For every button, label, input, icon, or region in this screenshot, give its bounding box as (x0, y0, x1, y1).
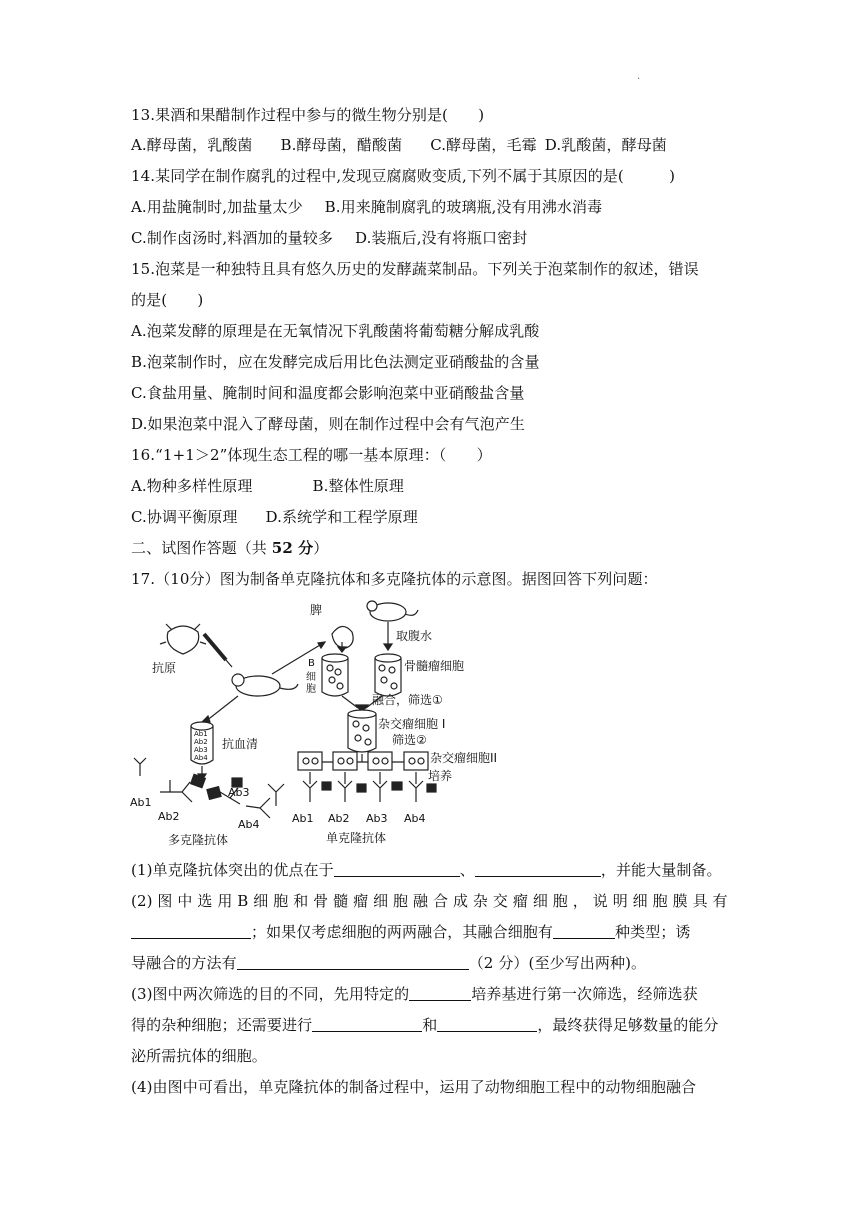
label-hybridoma1: 杂交瘤细胞 I (378, 717, 446, 731)
section-heading-suffix: ） (313, 539, 329, 557)
hybridoma-tube (348, 710, 376, 752)
page-mark: · (637, 74, 641, 85)
q14-option-c: C.制作卤汤时,料酒加的量较多 (131, 229, 333, 247)
q17-part3-text-c: 得的杂种细胞；还需要进行 (131, 1016, 313, 1034)
label-antiserum: 抗血清 (222, 737, 259, 751)
label-monoclonal: 单克隆抗体 (326, 831, 387, 845)
q17-part1-text-b: ，并能大量制备。 (600, 861, 722, 879)
q13-option-d: D.乳酸菌，酵母菌 (544, 136, 667, 154)
q14-stem: 14.某同学在制作腐乳的过程中,发现豆腐腐败变质,下列不属于其原因的是( ) (131, 167, 676, 185)
q17-part3-text-d: 和 (422, 1016, 438, 1034)
q13-option-b: B.酵母菌，醋酸菌 (280, 136, 403, 154)
q15-option-c: C.食盐用量、腌制时间和温度都会影响泡菜中亚硝酸盐含量 (131, 384, 525, 402)
q13-options (131, 135, 667, 155)
q17-part1-sep: 、 (459, 861, 475, 879)
answer-blank-2[interactable] (475, 861, 601, 877)
syringe-icon (204, 634, 232, 667)
q16-stem: 16.“1+1＞2”体现生态工程的哪一基本原理：（ ） (131, 446, 492, 464)
mono-label-ab4: Ab4 (404, 812, 426, 825)
antibody-diagram (120, 592, 550, 854)
label-b-bao: 胞 (306, 684, 316, 695)
q14-option-b: B.用来腌制腐乳的玻璃瓶,没有用沸水消毒 (324, 198, 603, 216)
tube-label-ab4: Ab4 (194, 754, 208, 762)
q16-options-row2 (131, 507, 418, 527)
q15-option-d: D.如果泡菜中混入了酵母菌，则在制作过程中会有气泡产生 (131, 415, 525, 433)
q17-stem: 17.（10分）图为制备单克隆抗体和多克隆抗体的示意图。据图回答下列问题： (131, 570, 658, 588)
answer-blank-4[interactable] (553, 923, 615, 939)
q16-option-a: A.物种多样性原理 (131, 477, 253, 495)
mono-antibody-1 (303, 781, 317, 802)
label-b: B (308, 658, 315, 669)
q17-part3-line2 (131, 1015, 719, 1035)
q13-stem: 13.果酒和果醋制作过程中参与的微生物分别是( ) (131, 106, 485, 124)
q13-option-c: C.酵母菌，毛霉 (430, 136, 537, 154)
antigen-icon (167, 626, 198, 654)
label-fusion: 融合，筛选① (372, 693, 443, 707)
mouse-ascites-icon (367, 601, 418, 621)
q17-part2-text-b: 种类型；诱 (615, 923, 691, 941)
answer-blank-5[interactable] (237, 954, 469, 970)
q17-part3-text-e: ，最终获得足够数量的能分 (537, 1016, 719, 1034)
answer-blank-6[interactable] (409, 985, 471, 1001)
q17-part2-text-a: ；如果仅考虑细胞的两两融合，其融合细胞有 (251, 923, 554, 941)
label-antigen: 抗原 (152, 661, 177, 675)
q16-option-d: D.系统学和工程学原理 (265, 508, 418, 526)
q16-options-row1 (131, 476, 404, 496)
q17-part3-line3: 泌所需抗体的细胞。 (131, 1047, 267, 1065)
q17-part3-text-a: (3)图中两次筛选的目的不同，先用特定的 (131, 985, 410, 1003)
label-spleen: 脾 (310, 603, 323, 617)
q16-option-b: B.整体性原理 (312, 477, 405, 495)
myeloma-tube (375, 654, 401, 696)
q17-part2-line1: (2) 图 中 选 用 B 细 胞 和 骨 髓 瘤 细 胞 融 合 成 杂 交 瘤 细 胞 ， 说 明 细 胞 膜 具 有 (131, 892, 728, 910)
section-heading-prefix: 二、试图作答题（共 (131, 539, 272, 557)
answer-blank-1[interactable] (334, 861, 460, 877)
q15-stem-line1: 15.泡菜是一种独特且具有悠久历史的发酵蔬菜制品。下列关于泡菜制作的叙述，错误 (131, 260, 699, 278)
answer-blank-3[interactable] (131, 923, 251, 939)
mono-label-ab1: Ab1 (292, 812, 314, 825)
section-heading (131, 538, 328, 558)
tube-label-ab2: Ab2 (194, 738, 208, 746)
q17-part2-line2 (131, 922, 691, 942)
label-polyclonal: 多克隆抗体 (168, 833, 229, 847)
q17-part2-line3 (131, 953, 646, 973)
q17-part3-text-b: 培养基进行第一次筛选，经筛选获 (471, 985, 698, 1003)
poly-label-ab1: Ab1 (130, 796, 152, 809)
mono-antibody-4 (409, 781, 423, 802)
label-b-xi: 细 (306, 672, 316, 683)
q16-option-c: C.协调平衡原理 (131, 508, 238, 526)
mono-label-ab2: Ab2 (328, 812, 350, 825)
label-myeloma: 骨髓瘤细胞 (404, 659, 465, 673)
mono-antibody-3 (373, 781, 387, 802)
q15-option-a: A.泡菜发酵的原理是在无氧情况下乳酸菌将葡萄糖分解成乳酸 (131, 322, 540, 340)
q17-part1-text-a: (1)单克隆抗体突出的优点在于 (131, 861, 334, 879)
label-culture: 培养 (428, 769, 453, 783)
poly-label-ab3: Ab3 (228, 786, 250, 799)
polyclonal-antibodies (134, 758, 284, 818)
tube-label-ab1: Ab1 (194, 730, 208, 738)
answer-blank-8[interactable] (437, 1016, 537, 1032)
q13-option-a: A.酵母菌，乳酸菌 (131, 136, 253, 154)
q14-options-row2 (131, 228, 527, 248)
q15-option-b: B.泡菜制作时，应在发酵完成后用比色法测定亚硝酸盐的含量 (131, 353, 540, 371)
mono-antibody-2 (338, 781, 352, 802)
label-screen2: 筛选② (392, 733, 427, 747)
q15-stem-line2: 的是( ) (131, 291, 204, 309)
q17-part1 (131, 860, 722, 880)
q14-option-a: A.用盐腌制时,加盐量太少 (131, 198, 303, 216)
q14-option-d: D.装瓶后,没有将瓶口密封 (354, 229, 528, 247)
tube-label-ab3: Ab3 (194, 746, 208, 754)
mouse-icon (232, 674, 298, 696)
q17-part2-text-c: 导融合的方法有 (131, 954, 237, 972)
b-cell-tube (322, 654, 348, 696)
poly-label-ab2: Ab2 (158, 810, 180, 823)
label-hybridoma2: 杂交瘤细胞II (430, 751, 498, 765)
poly-label-ab4: Ab4 (238, 818, 260, 831)
mono-label-ab3: Ab3 (366, 812, 388, 825)
label-ascites: 取腹水 (396, 629, 433, 643)
section-heading-score: 52 分 (271, 539, 314, 557)
q17-part2-text-d: （2 分）(至少写出两种)。 (468, 954, 647, 972)
q17-part3-line1 (131, 984, 698, 1004)
q14-options-row1 (131, 197, 602, 217)
q17-part4: (4)由图中可看出，单克隆抗体的制备过程中，运用了动物细胞工程中的动物细胞融合 (131, 1078, 697, 1096)
answer-blank-7[interactable] (312, 1016, 422, 1032)
